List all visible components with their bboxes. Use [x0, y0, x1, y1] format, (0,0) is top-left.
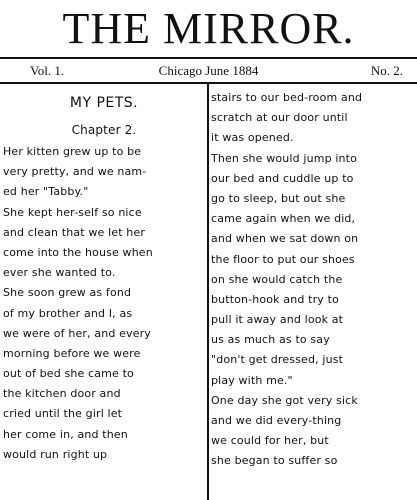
text-line: the kitchen door and	[3, 387, 121, 401]
column-divider	[207, 84, 209, 500]
text-line: button-hook and try to	[211, 292, 339, 306]
text-line: very pretty, and we nam-	[3, 165, 147, 179]
text-line: we were of her, and every	[3, 326, 151, 340]
text-line: play with me."	[211, 373, 293, 387]
text-line: she began to suffer so	[211, 454, 338, 468]
text-line: go to sleep, but out she	[211, 191, 346, 205]
chapter-heading: Chapter 2.	[71, 123, 137, 137]
text-line: came again when we did,	[211, 212, 356, 226]
text-line: pull it away and look at	[211, 313, 344, 327]
masthead-rule-top	[0, 57, 417, 59]
place-date-label: Chicago June 1884	[158, 63, 259, 78]
article-title: MY PETS.	[69, 95, 139, 111]
text-line: out of bed she came to	[3, 367, 134, 381]
text-line: would run right up	[3, 447, 108, 461]
text-line: morning before we were	[3, 346, 141, 360]
volume-label: Vol. 1.	[30, 63, 65, 78]
text-line: cried until the girl let	[3, 407, 123, 421]
text-line: come into the house when	[3, 245, 153, 259]
text-line: we could for her, but	[211, 434, 329, 448]
text-line: us as much as to say	[211, 333, 330, 347]
text-line: of my brother and I, as	[3, 306, 133, 320]
text-line: our bed and cuddle up to	[211, 171, 354, 185]
text-line: Her kitten grew up to be	[3, 145, 142, 158]
text-line: "don't get dressed, just	[211, 353, 344, 367]
text-line: She kept her-self so nice	[3, 205, 142, 219]
text-line: and clean that we let her	[3, 225, 146, 239]
text-line: and we did every-thing	[211, 414, 342, 427]
issue-number-label: No. 2.	[370, 63, 403, 78]
text-line: stairs to our bed-room and	[211, 91, 363, 104]
text-line: ed her "Tabby."	[3, 185, 89, 199]
text-line: scratch at our door until	[211, 111, 348, 125]
text-line: ever she wanted to.	[3, 266, 116, 280]
text-line: She soon grew as fond	[3, 286, 132, 300]
text-line: Then she would jump into	[211, 151, 358, 165]
text-line: on she would catch the	[211, 272, 343, 286]
right-column	[211, 88, 415, 472]
masthead-title: THE MIRROR.	[62, 4, 355, 53]
text-line: One day she got very sick	[211, 393, 358, 407]
text-line: her come in, and then	[3, 427, 128, 441]
text-line: it was opened.	[211, 131, 294, 145]
text-line: and when we sat down on	[211, 232, 359, 246]
left-column	[3, 88, 205, 465]
text-line: the floor to put our shoes	[211, 252, 355, 266]
